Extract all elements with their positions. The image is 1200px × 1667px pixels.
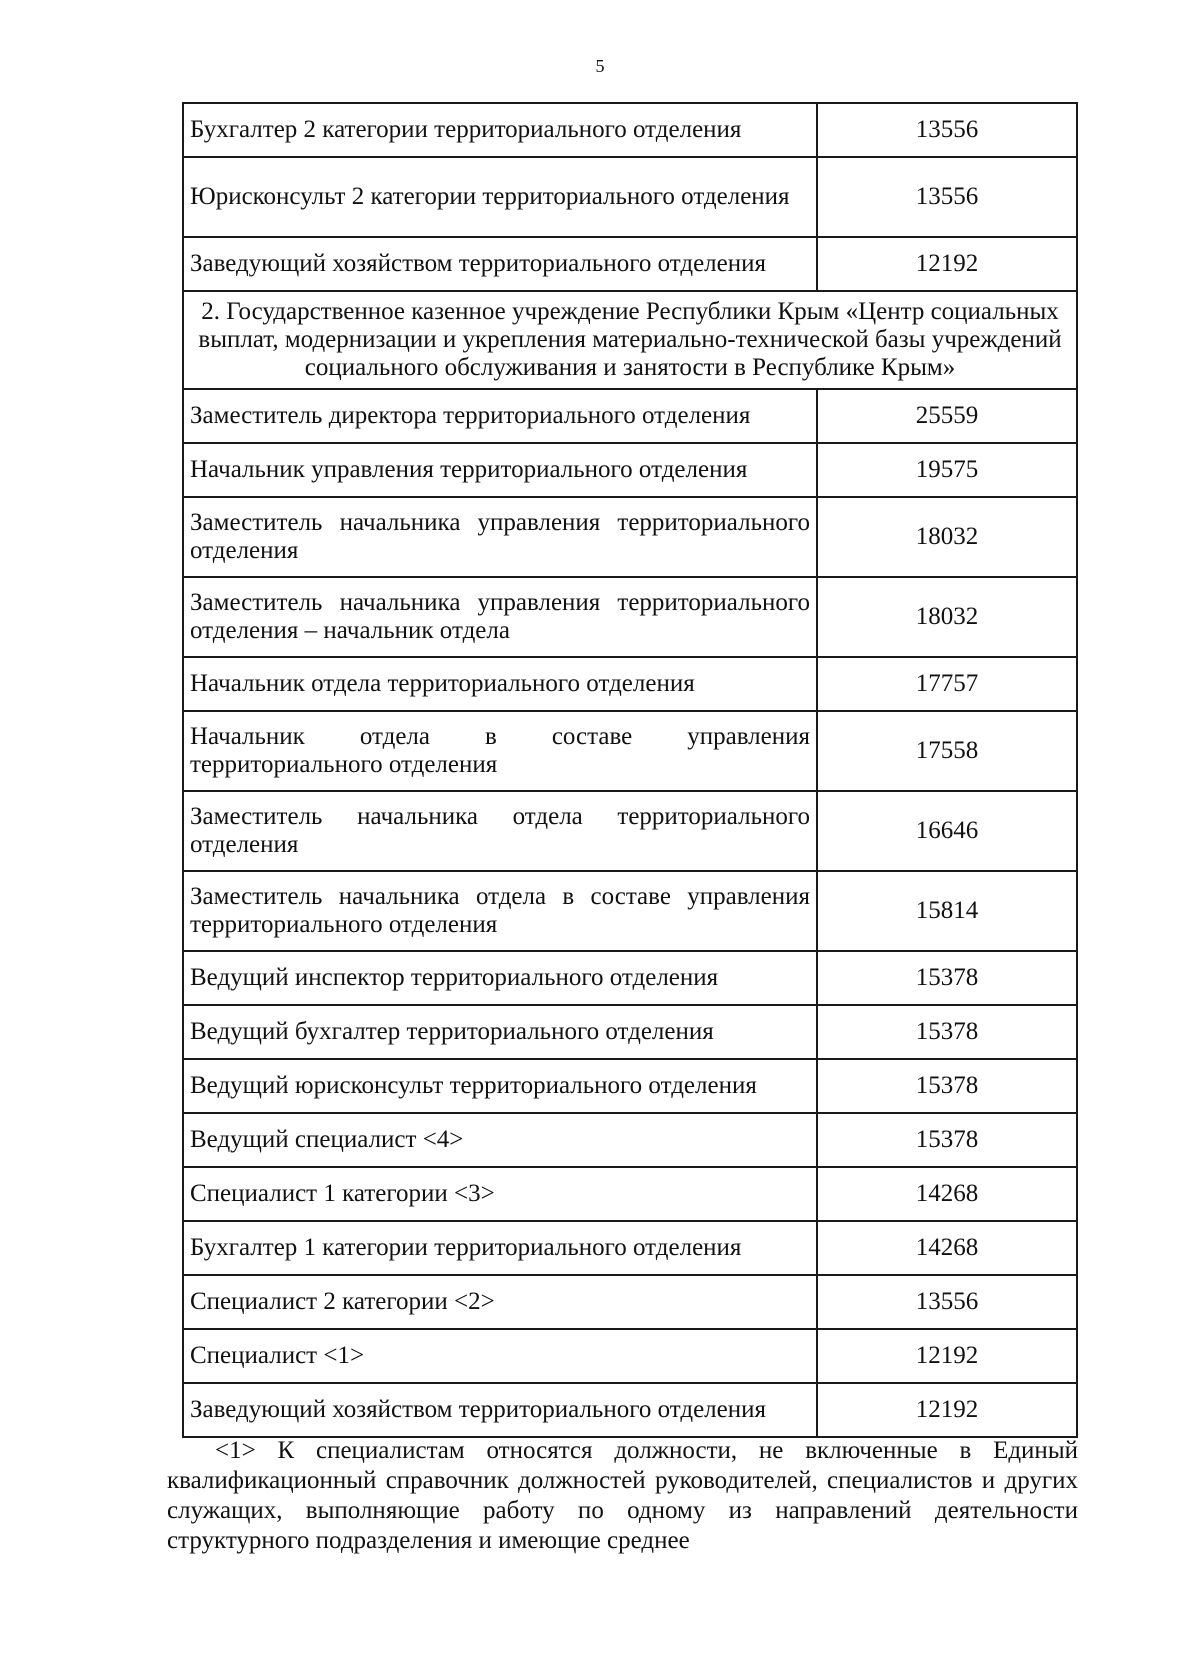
position-cell: Юрисконсульт 2 категории территориального отделения xyxy=(183,157,817,237)
salary-cell: 19575 xyxy=(817,443,1077,497)
position-cell: Специалист 2 категории <2> xyxy=(183,1275,817,1329)
position-cell: Ведущий специалист <4> xyxy=(183,1113,817,1167)
footnote-text: <1> К специалистам относятся должности, не включенные в Единый квалификационный справочник должностей руководителей, специалистов и других служащих, выполняющие работу по одному из направлений деятельности структурного подразделения и имеющие среднее xyxy=(167,1437,1078,1554)
salary-cell: 18032 xyxy=(817,497,1077,577)
table-row xyxy=(183,1329,1077,1383)
salary-cell: 15378 xyxy=(817,951,1077,1005)
page-number: 5 xyxy=(595,56,605,76)
salary-cell: 17757 xyxy=(817,657,1077,711)
table-row xyxy=(183,577,1077,657)
salary-cell: 14268 xyxy=(817,1221,1077,1275)
table-row xyxy=(183,711,1077,791)
position-cell: Ведущий бухгалтер территориального отделения xyxy=(183,1005,817,1059)
salary-cell: 15378 xyxy=(817,1113,1077,1167)
salary-cell: 13556 xyxy=(817,1275,1077,1329)
position-cell: Специалист 1 категории <3> xyxy=(183,1167,817,1221)
position-cell: Бухгалтер 2 категории территориального отделения xyxy=(183,103,817,157)
salary-cell: 16646 xyxy=(817,791,1077,871)
table-row xyxy=(183,1275,1077,1329)
table-row xyxy=(183,951,1077,1005)
table-row xyxy=(183,791,1077,871)
salary-cell: 18032 xyxy=(817,577,1077,657)
position-cell: Начальник управления территориального отделения xyxy=(183,443,817,497)
table-row xyxy=(183,1383,1077,1437)
table-row xyxy=(183,443,1077,497)
table-row xyxy=(183,103,1077,157)
table-row xyxy=(183,1113,1077,1167)
salary-cell: 12192 xyxy=(817,237,1077,291)
position-cell: Бухгалтер 1 категории территориального отделения xyxy=(183,1221,817,1275)
salary-cell: 13556 xyxy=(817,103,1077,157)
position-cell: Ведущий юрисконсульт территориального отделения xyxy=(183,1059,817,1113)
position-cell: Заведующий хозяйством территориального отделения xyxy=(183,237,817,291)
salary-cell: 12192 xyxy=(817,1329,1077,1383)
position-cell: Ведущий инспектор территориального отделения xyxy=(183,951,817,1005)
salary-cell: 15378 xyxy=(817,1005,1077,1059)
table-row xyxy=(183,657,1077,711)
table-row xyxy=(183,157,1077,237)
salary-cell: 17558 xyxy=(817,711,1077,791)
position-cell: Заместитель начальника управления территориального отделения – начальник отдела xyxy=(183,577,817,657)
position-cell: Заместитель начальника управления территориального отделения xyxy=(183,497,817,577)
table-row xyxy=(183,871,1077,951)
salary-cell: 12192 xyxy=(817,1383,1077,1437)
position-cell: Заместитель директора территориального отделения xyxy=(183,389,817,443)
table-row xyxy=(183,389,1077,443)
table-row xyxy=(183,1059,1077,1113)
table-row xyxy=(183,497,1077,577)
position-cell: Заместитель начальника отдела в составе управления территориального отделения xyxy=(183,871,817,951)
table-row xyxy=(183,1221,1077,1275)
position-cell: Начальник отдела территориального отделения xyxy=(183,657,817,711)
salary-cell: 14268 xyxy=(817,1167,1077,1221)
section-title: 2. Государственное казенное учреждение Республики Крым «Центр социальных выплат, модернизации и укрепления материально-технической базы учреждений социального обслуживания и занятости в Республике Крым» xyxy=(183,291,1077,389)
position-cell: Заведующий хозяйством территориального отделения xyxy=(183,1383,817,1437)
salary-cell: 25559 xyxy=(817,389,1077,443)
position-cell: Начальник отдела в составе управления территориального отделения xyxy=(183,711,817,791)
salary-cell: 15378 xyxy=(817,1059,1077,1113)
table-row xyxy=(183,1167,1077,1221)
table-row xyxy=(183,1005,1077,1059)
position-cell: Специалист <1> xyxy=(183,1329,817,1383)
salary-table xyxy=(182,102,1078,1438)
salary-cell: 15814 xyxy=(817,871,1077,951)
table-row xyxy=(183,237,1077,291)
position-cell: Заместитель начальника отдела территориального отделения xyxy=(183,791,817,871)
salary-cell: 13556 xyxy=(817,157,1077,237)
section-header-row xyxy=(183,291,1077,389)
